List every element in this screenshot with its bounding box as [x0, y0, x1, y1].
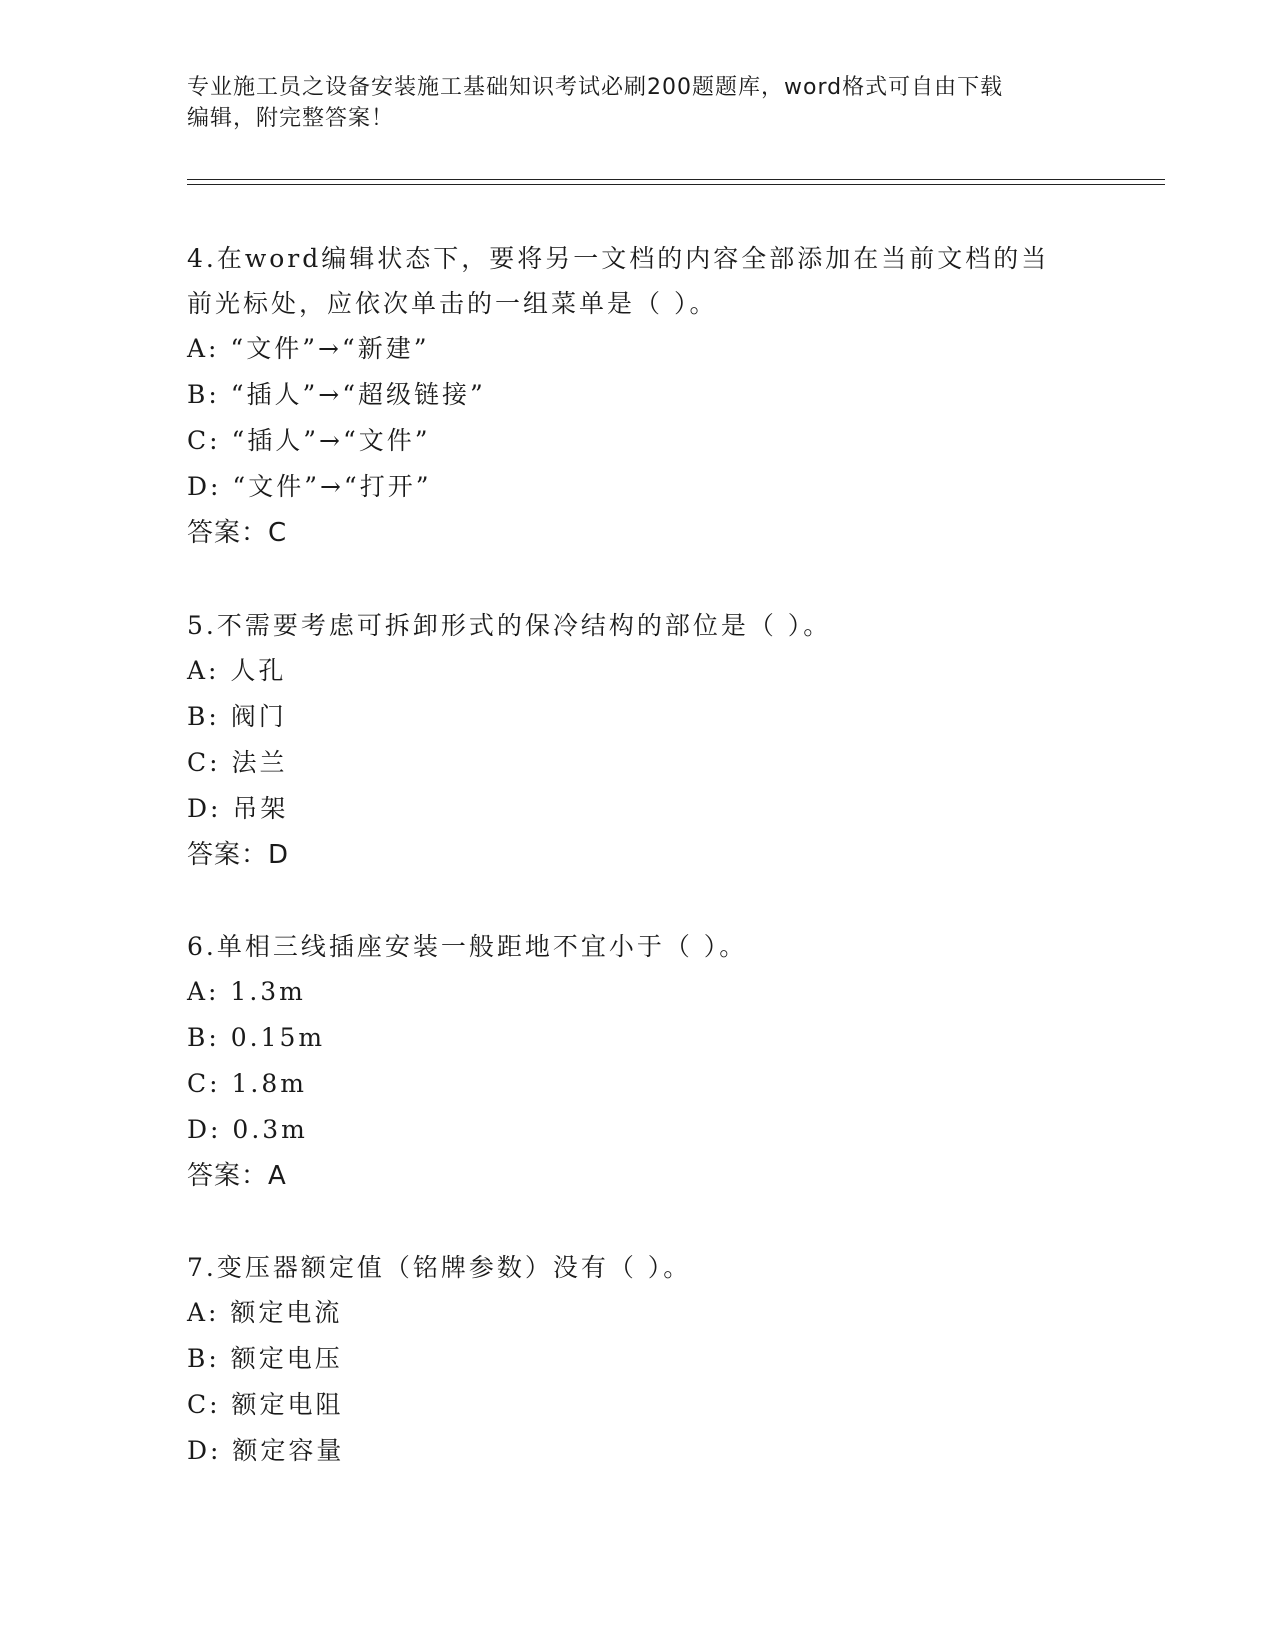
answer: 答案：C [187, 518, 288, 548]
question-stem: 4.在word编辑状态下，要将另一文档的内容全部添加在当前文档的当 [187, 244, 1050, 273]
answer: 答案：D [187, 840, 290, 870]
option-b: B: “插人”→“超级链接” [187, 380, 486, 409]
option-a: A: 1.3m [187, 977, 306, 1006]
option-c: C: “插人”→“文件” [187, 426, 431, 455]
question-6 [187, 924, 1087, 1199]
question-stem: 7.变压器额定值（铭牌参数）没有（ ）。 [187, 1253, 692, 1282]
option-c: C: 额定电阻 [187, 1390, 344, 1419]
option-b: B: 阀门 [187, 702, 287, 731]
header-divider [187, 179, 1165, 180]
option-b: B: 额定电压 [187, 1344, 343, 1373]
question-4 [187, 236, 1087, 556]
document-title [187, 72, 1087, 134]
question-stem: 6.单相三线插座安装一般距地不宜小于（ ）。 [187, 932, 748, 961]
question-7 [187, 1245, 1087, 1474]
option-c: C: 法兰 [187, 748, 288, 777]
option-a: A: 人孔 [187, 656, 287, 685]
question-stem: 前光标处，应依次单击的一组菜单是（ ）。 [187, 289, 718, 318]
option-d: D: 0.3m [187, 1115, 308, 1144]
header-divider [187, 184, 1165, 185]
answer: 答案：A [187, 1161, 287, 1191]
option-d: D: “文件”→“打开” [187, 472, 432, 501]
option-a: A: 额定电流 [187, 1298, 343, 1327]
option-d: D: 吊架 [187, 794, 289, 823]
option-d: D: 额定容量 [187, 1436, 345, 1465]
option-b: B: 0.15m [187, 1023, 326, 1052]
question-stem: 5.不需要考虑可拆卸形式的保冷结构的部位是（ ）。 [187, 611, 832, 640]
option-c: C: 1.8m [187, 1069, 307, 1098]
option-a: A: “文件”→“新建” [187, 334, 430, 363]
title-line-2: 编辑，附完整答案！ [187, 106, 395, 131]
question-5 [187, 603, 1087, 878]
title-line-1: 专业施工员之设备安装施工基础知识考试必刷200题题库，word格式可自由下载 [187, 75, 1004, 100]
